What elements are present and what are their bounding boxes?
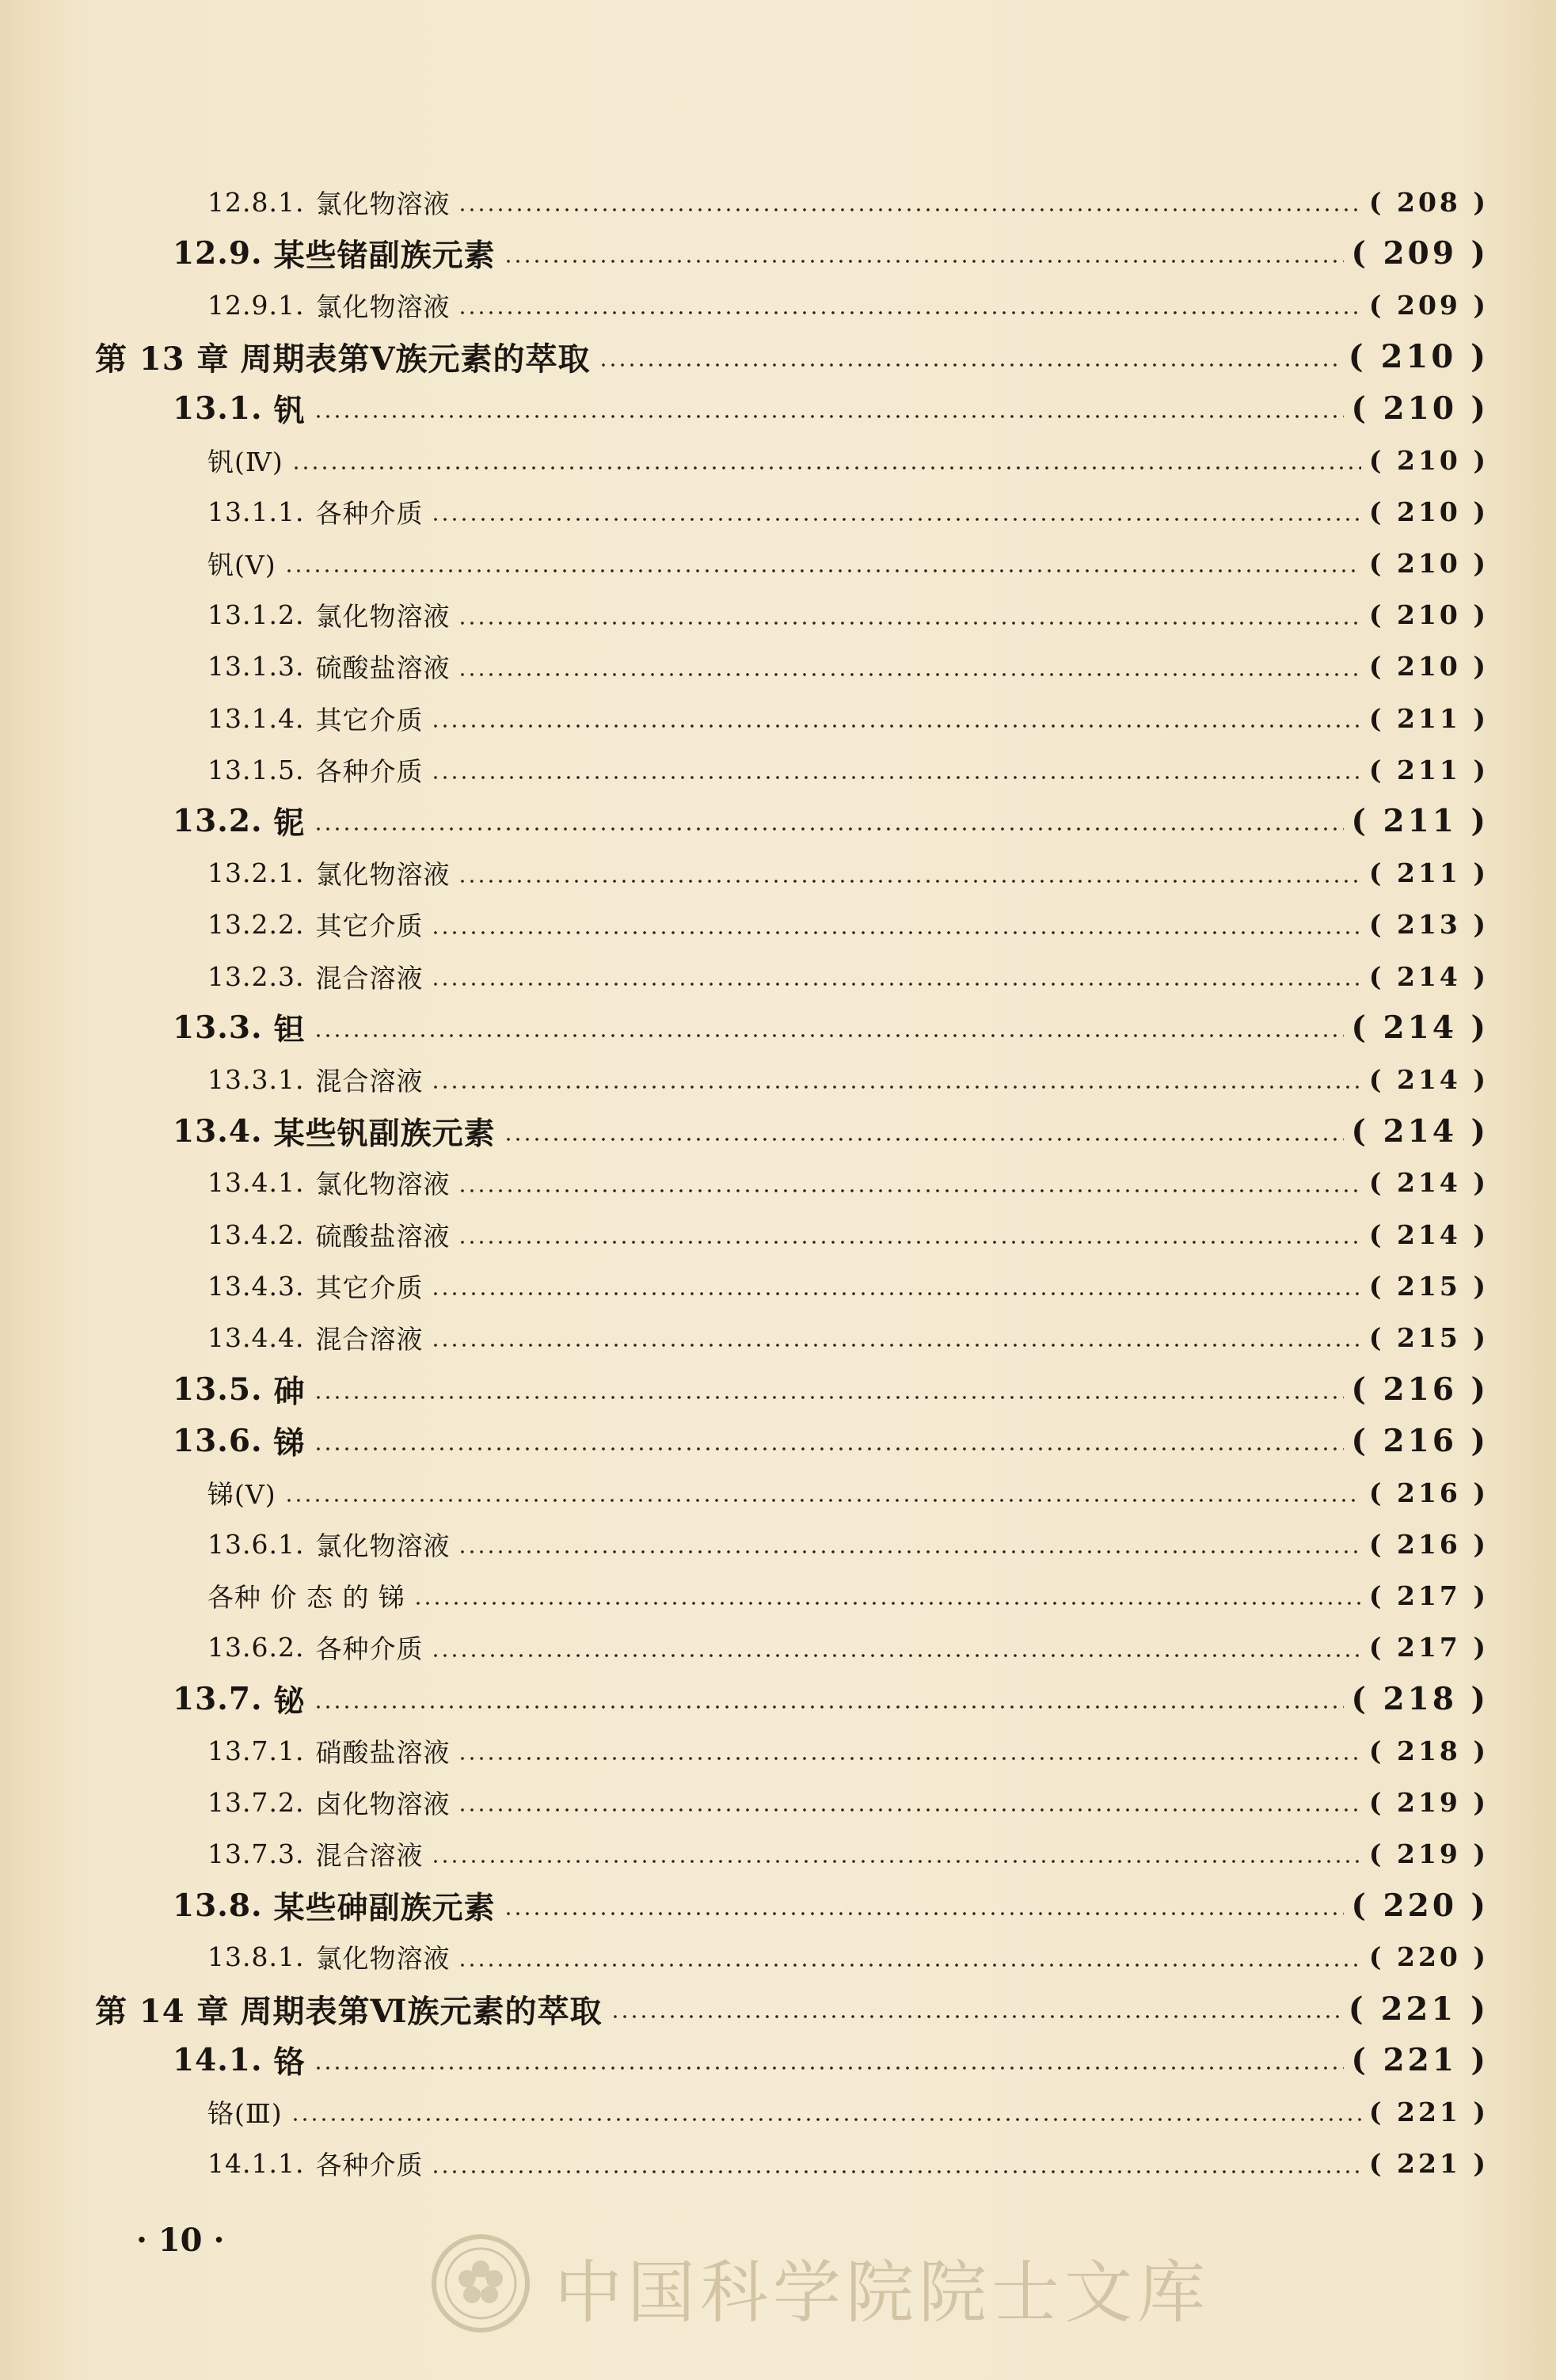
toc-entry-page: ( 209 ) xyxy=(1368,289,1489,321)
toc-subsection-entry xyxy=(207,952,1489,1000)
toc-entry-title: 其它介质 xyxy=(315,1272,424,1303)
toc-entry-number: 12.9.1. xyxy=(207,289,305,321)
toc-entry-page: ( 217 ) xyxy=(1368,1580,1489,1611)
toc-entry-number: 13.4.4. xyxy=(207,1321,305,1353)
toc-entry-title: 其它介质 xyxy=(315,911,424,942)
dot-leader xyxy=(314,1447,1344,1450)
toc-entry-number: 13.8.1. xyxy=(207,1941,305,1973)
toc-entry-number: 13.1. xyxy=(173,390,263,427)
toc-section-entry xyxy=(173,1675,1489,1723)
library-name-watermark: 中国科学院院士文库 xyxy=(554,2253,1210,2332)
dot-leader xyxy=(458,1808,1360,1812)
toc-entry-title: 某些锗副族元素 xyxy=(273,238,496,275)
toc-entry-title: 各种介质 xyxy=(315,755,424,787)
toc-subsection-entry xyxy=(207,591,1489,639)
toc-entry-title: 氯化物溶液 xyxy=(315,188,451,219)
toc-subsection-entry xyxy=(207,1933,1489,1981)
toc-entry-number: 13.7. xyxy=(173,1680,263,1717)
toc-entry-number: 第 14 章 xyxy=(95,1992,230,2030)
toc-section-entry xyxy=(173,1417,1489,1465)
toc-entry-number: 13.1.5. xyxy=(207,754,305,785)
toc-subsection-entry xyxy=(207,1520,1489,1568)
toc-entry-page: ( 214 ) xyxy=(1351,1112,1489,1150)
toc-entry-number: 第 13 章 xyxy=(95,340,230,378)
toc-entry-number: 13.4.1. xyxy=(207,1167,305,1199)
toc-subsection-entry xyxy=(207,1778,1489,1826)
toc-entry-page: ( 218 ) xyxy=(1368,1735,1489,1766)
academy-seal-logo xyxy=(432,2234,530,2332)
toc-entry-title: 混合溶液 xyxy=(315,1323,424,1355)
toc-entry-page: ( 208 ) xyxy=(1368,186,1489,218)
toc-entry-title: 砷 xyxy=(273,1373,306,1410)
toc-entry-number: 13.4.2. xyxy=(207,1219,305,1250)
toc-entry-number: 13.3. xyxy=(173,1009,263,1047)
toc-entry-number: 13.7.1. xyxy=(207,1735,305,1766)
toc-subsection-entry xyxy=(207,901,1489,949)
toc-entry-page: ( 221 ) xyxy=(1368,2096,1489,2127)
toc-entry-number: 13.6.1. xyxy=(207,1528,305,1560)
toc-entry-page: ( 220 ) xyxy=(1351,1887,1489,1924)
toc-subsection-entry xyxy=(207,746,1489,793)
toc-section-entry xyxy=(173,230,1489,277)
toc-subsection-entry xyxy=(207,488,1489,535)
dot-leader xyxy=(458,673,1360,676)
toc-entry-page: ( 216 ) xyxy=(1351,1371,1489,1408)
toc-entry-title: 周期表第Ⅴ族元素的萃取 xyxy=(240,340,591,378)
toc-entry-page: ( 211 ) xyxy=(1368,754,1489,785)
toc-entry-title: 氯化物溶液 xyxy=(315,291,451,322)
toc-subsection-entry xyxy=(207,178,1489,226)
toc-entry-title: 周期表第Ⅵ族元素的萃取 xyxy=(240,1992,603,2030)
toc-entry-title: 氯化物溶液 xyxy=(315,1530,451,1561)
dot-leader xyxy=(314,415,1344,418)
dot-leader xyxy=(458,880,1360,883)
toc-entry-page: ( 216 ) xyxy=(1368,1477,1489,1508)
dot-leader xyxy=(431,1344,1360,1347)
dot-leader xyxy=(431,1654,1360,1657)
dot-leader xyxy=(458,311,1360,314)
toc-subsection-entry xyxy=(207,1211,1489,1258)
toc-entry-number: 13.7.2. xyxy=(207,1786,305,1818)
toc-subsection-entry xyxy=(207,1055,1489,1103)
dot-leader xyxy=(314,2066,1344,2070)
toc-entry-number: 14.1. xyxy=(173,2042,263,2079)
dot-leader xyxy=(413,1602,1361,1605)
toc-entry-title: 锑(Ⅴ) xyxy=(207,1478,276,1510)
toc-entry-number: 13.3.1. xyxy=(207,1063,305,1095)
toc-entry-title: 某些砷副族元素 xyxy=(273,1889,496,1926)
toc-entry-number: 13.1.3. xyxy=(207,651,305,682)
toc-subsection-entry xyxy=(207,2088,1489,2135)
toc-entry-page: ( 220 ) xyxy=(1368,1941,1489,1973)
dot-leader xyxy=(458,1189,1360,1192)
toc-entry-page: ( 221 ) xyxy=(1368,2148,1489,2180)
toc-entry-page: ( 210 ) xyxy=(1368,599,1489,631)
toc-chapter-entry xyxy=(95,1985,1489,2032)
dot-leader xyxy=(431,518,1360,521)
dot-leader xyxy=(291,2118,1361,2121)
dot-leader xyxy=(431,931,1360,934)
dot-leader xyxy=(458,1757,1360,1760)
toc-entry-number: 13.5. xyxy=(173,1371,263,1408)
toc-entry-page: ( 216 ) xyxy=(1351,1422,1489,1459)
toc-entry-page: ( 219 ) xyxy=(1368,1786,1489,1818)
toc-entry-title: 钒(Ⅳ) xyxy=(207,446,283,477)
toc-entry-page: ( 210 ) xyxy=(1368,651,1489,682)
toc-entry-page: ( 211 ) xyxy=(1368,857,1489,889)
page-number: · 10 · xyxy=(136,2222,225,2259)
toc-entry-title: 氯化物溶液 xyxy=(315,1169,451,1200)
dot-leader xyxy=(431,1860,1360,1863)
toc-entry-page: ( 214 ) xyxy=(1368,1063,1489,1095)
toc-entry-number: 13.2.2. xyxy=(207,909,305,941)
toc-entry-title: 各种 价 态 的 锑 xyxy=(207,1581,405,1613)
dot-leader xyxy=(291,466,1361,470)
toc-chapter-entry xyxy=(95,333,1489,381)
toc-entry-number: 13.2. xyxy=(173,803,263,840)
toc-entry-page: ( 221 ) xyxy=(1351,2042,1489,2079)
toc-entry-title: 钒 xyxy=(273,392,306,429)
toc-entry-title: 铬 xyxy=(273,2044,306,2082)
toc-section-entry xyxy=(173,2036,1489,2084)
toc-section-entry xyxy=(173,1108,1489,1155)
dot-leader xyxy=(314,1705,1344,1709)
toc-entry-page: ( 217 ) xyxy=(1368,1632,1489,1663)
toc-entry-page: ( 215 ) xyxy=(1368,1270,1489,1302)
dot-leader xyxy=(504,1138,1344,1141)
dot-leader xyxy=(431,1085,1360,1089)
dot-leader xyxy=(314,827,1344,831)
toc-subsection-entry xyxy=(207,850,1489,897)
toc-entry-page: ( 214 ) xyxy=(1368,1167,1489,1199)
toc-entry-number: 13.4.3. xyxy=(207,1270,305,1302)
toc-entry-page: ( 215 ) xyxy=(1368,1321,1489,1353)
dot-leader xyxy=(504,1912,1344,1915)
toc-entry-number: 12.8.1. xyxy=(207,186,305,218)
toc-entry-number: 14.1.1. xyxy=(207,2148,305,2180)
toc-section-entry xyxy=(173,797,1489,845)
toc-subsection-entry xyxy=(207,643,1489,690)
dot-leader xyxy=(599,363,1341,367)
toc-subsection-entry xyxy=(207,1830,1489,1877)
toc-subsection-entry xyxy=(207,1262,1489,1310)
toc-subsection-entry xyxy=(207,2140,1489,2188)
toc-entry-title: 某些钒副族元素 xyxy=(273,1115,496,1152)
toc-entry-number: 13.6. xyxy=(173,1422,263,1459)
toc-entry-title: 氯化物溶液 xyxy=(315,859,451,891)
toc-subsection-entry xyxy=(207,1314,1489,1361)
toc-entry-page: ( 214 ) xyxy=(1351,1009,1489,1047)
toc-entry-title: 钒(Ⅴ) xyxy=(207,549,276,580)
toc-entry-page: ( 214 ) xyxy=(1368,1219,1489,1250)
toc-entry-page: ( 221 ) xyxy=(1348,1990,1489,2028)
toc-entry-title: 混合溶液 xyxy=(315,1065,424,1097)
toc-entry-title: 各种介质 xyxy=(315,2150,424,2181)
toc-section-entry xyxy=(173,385,1489,432)
toc-subsection-entry xyxy=(207,1469,1489,1516)
toc-entry-page: ( 218 ) xyxy=(1351,1680,1489,1717)
toc-entry-number: 13.7.3. xyxy=(207,1838,305,1869)
toc-entry-number: 13.6.2. xyxy=(207,1632,305,1663)
toc-entry-number: 13.8. xyxy=(173,1887,263,1924)
dot-leader xyxy=(458,1241,1360,1244)
toc-entry-title: 各种介质 xyxy=(315,497,424,529)
toc-subsection-entry xyxy=(207,1624,1489,1671)
toc-entry-title: 卤化物溶液 xyxy=(315,1788,451,1819)
toc-subsection-entry xyxy=(207,539,1489,587)
toc-entry-title: 铬(Ⅲ) xyxy=(207,2097,283,2129)
toc-entry-page: ( 211 ) xyxy=(1368,702,1489,734)
toc-entry-title: 氯化物溶液 xyxy=(315,1943,451,1975)
toc-subsection-entry xyxy=(207,1572,1489,1619)
toc-entry-title: 混合溶液 xyxy=(315,962,424,994)
toc-entry-title: 铋 xyxy=(273,1682,306,1720)
toc-entry-title: 钽 xyxy=(273,1012,306,1049)
dot-leader xyxy=(284,1499,1361,1502)
dot-leader xyxy=(458,208,1360,211)
toc-entry-number: 13.1.4. xyxy=(207,702,305,734)
dot-leader xyxy=(431,2170,1360,2173)
dot-leader xyxy=(314,1396,1344,1399)
toc-entry-page: ( 213 ) xyxy=(1368,909,1489,941)
toc-subsection-entry xyxy=(207,1159,1489,1207)
toc-entry-page: ( 211 ) xyxy=(1351,803,1489,840)
toc-entry-page: ( 210 ) xyxy=(1368,496,1489,527)
dot-leader xyxy=(431,983,1360,986)
toc-section-entry xyxy=(173,1882,1489,1929)
dot-leader xyxy=(431,1292,1360,1295)
dot-leader xyxy=(458,1964,1360,1967)
dot-leader xyxy=(458,622,1360,625)
toc-entry-title: 锑 xyxy=(273,1424,306,1462)
dot-leader xyxy=(284,569,1361,572)
toc-entry-page: ( 209 ) xyxy=(1351,235,1489,272)
dot-leader xyxy=(431,724,1360,728)
toc-subsection-entry xyxy=(207,694,1489,742)
toc-section-entry xyxy=(173,1366,1489,1413)
dot-leader xyxy=(611,2015,1341,2018)
toc-entry-page: ( 210 ) xyxy=(1351,390,1489,427)
toc-entry-page: ( 210 ) xyxy=(1348,338,1489,376)
toc-entry-title: 各种介质 xyxy=(315,1633,424,1665)
flower-emblem-icon xyxy=(443,2245,519,2321)
toc-entry-number: 12.9. xyxy=(173,235,263,272)
toc-entry-title: 氯化物溶液 xyxy=(315,601,451,633)
dot-leader xyxy=(314,1034,1344,1037)
toc-entry-title: 其它介质 xyxy=(315,704,424,736)
dot-leader xyxy=(431,776,1360,779)
toc-entry-title: 铌 xyxy=(273,805,306,842)
toc-entry-page: ( 219 ) xyxy=(1368,1838,1489,1869)
toc-entry-number: 13.4. xyxy=(173,1112,263,1150)
toc-entry-title: 硫酸盐溶液 xyxy=(315,1220,451,1252)
toc-subsection-entry xyxy=(207,1727,1489,1774)
toc-entry-title: 硝酸盐溶液 xyxy=(315,1736,451,1768)
toc-entry-number: 13.2.1. xyxy=(207,857,305,889)
toc-entry-page: ( 210 ) xyxy=(1368,444,1489,476)
toc-subsection-entry xyxy=(207,281,1489,329)
toc-entry-page: ( 216 ) xyxy=(1368,1528,1489,1560)
dot-leader xyxy=(458,1550,1360,1553)
toc-entry-number: 13.1.1. xyxy=(207,496,305,527)
dot-leader xyxy=(504,260,1344,263)
toc-section-entry xyxy=(173,1004,1489,1051)
toc-entry-page: ( 214 ) xyxy=(1368,960,1489,992)
toc-entry-number: 13.2.3. xyxy=(207,960,305,992)
toc-entry-number: 13.1.2. xyxy=(207,599,305,631)
toc-entry-title: 混合溶液 xyxy=(315,1839,424,1871)
toc-subsection-entry xyxy=(207,436,1489,484)
toc-entry-page: ( 210 ) xyxy=(1368,547,1489,579)
toc-entry-title: 硫酸盐溶液 xyxy=(315,652,451,684)
